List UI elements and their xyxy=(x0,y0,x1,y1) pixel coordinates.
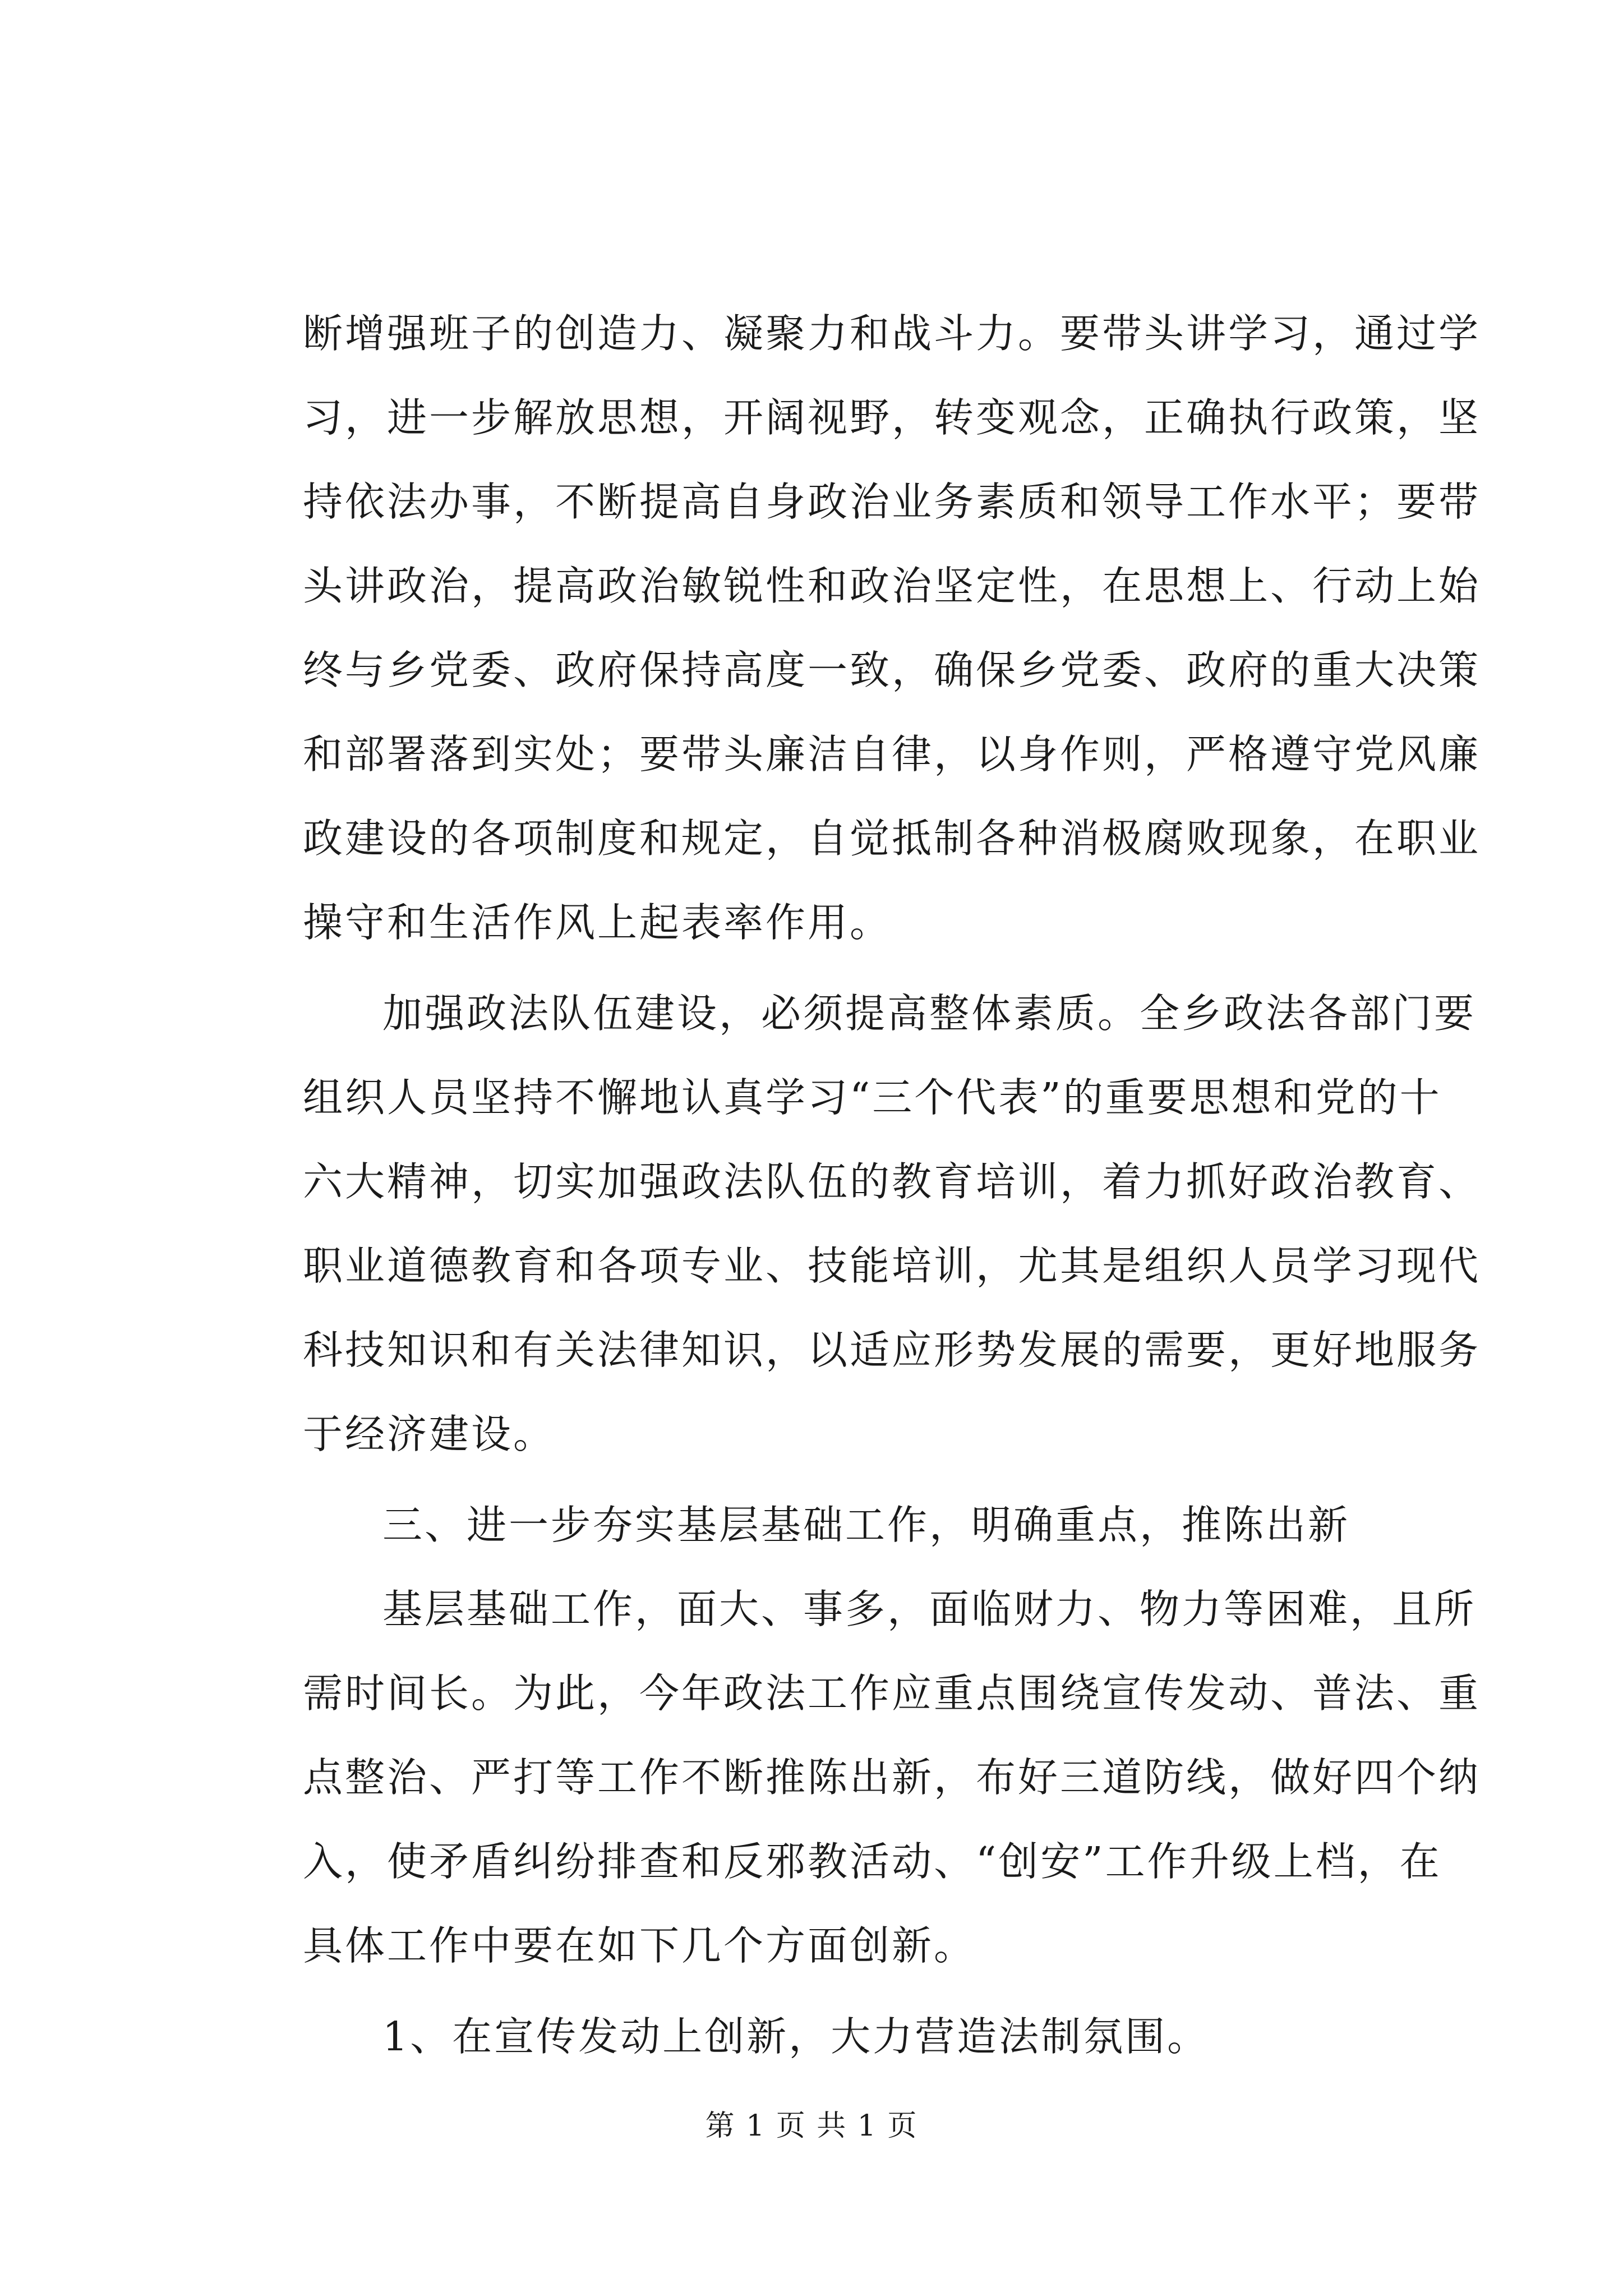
text-line: 操守和生活作风上起表率作用。 xyxy=(303,899,892,946)
page-number-footer: 第 1 页 共 1 页 xyxy=(705,2109,918,2143)
paragraph-start-line: 加强政法队伍建设，必须提高整体素质。全乡政法各部门要 xyxy=(382,990,1477,1037)
text-line: 政建设的各项制度和规定，自觉抵制各种消极腐败现象，在职业 xyxy=(303,815,1481,862)
text-line: 于经济建设。 xyxy=(303,1411,556,1457)
subsection-heading: 1、在宣传发动上创新，大力营造法制氛围。 xyxy=(382,2013,1210,2060)
paragraph-start-line: 基层基础工作，面大、事多，面临财力、物力等困难，且所 xyxy=(382,1586,1477,1632)
text-line: 六大精神，切实加强政法队伍的教育培训，着力抓好政治教育、 xyxy=(303,1158,1481,1205)
document-body xyxy=(303,292,1481,2079)
text-line: 需时间长。为此，今年政法工作应重点围绕宣传发动、普法、重 xyxy=(303,1670,1481,1717)
text-line: 头讲政治，提高政治敏锐性和政治坚定性，在思想上、行动上始 xyxy=(303,563,1481,609)
text-line: 和部署落到实处；要带头廉洁自律，以身作则，严格遵守党风廉 xyxy=(303,731,1481,777)
text-line: 终与乡党委、政府保持高度一致，确保乡党委、政府的重大决策 xyxy=(303,647,1481,693)
text-line: 科技知识和有关法律知识，以适应形势发展的需要，更好地服务 xyxy=(303,1327,1481,1373)
text-line: 入，使矛盾纠纷排查和反邪教活动、“创安”工作升级上档，在 xyxy=(303,1838,1442,1885)
text-line: 职业道德教育和各项专业、技能培训，尤其是组织人员学习现代 xyxy=(303,1243,1481,1289)
text-line: 组织人员坚持不懈地认真学习“三个代表”的重要思想和党的十 xyxy=(303,1074,1442,1121)
text-line: 点整治、严打等工作不断推陈出新，布好三道防线，做好四个纳 xyxy=(303,1754,1481,1801)
text-line: 具体工作中要在如下几个方面创新。 xyxy=(303,1922,976,1969)
text-line: 持依法办事，不断提高自身政治业务素质和领导工作水平；要带 xyxy=(303,478,1481,525)
text-line: 习，进一步解放思想，开阔视野，转变观念，正确执行政策，坚 xyxy=(303,394,1481,441)
text-line: 断增强班子的创造力、凝聚力和战斗力。要带头讲学习，通过学 xyxy=(303,310,1481,357)
section-heading: 三、进一步夯实基层基础工作，明确重点，推陈出新 xyxy=(382,1502,1350,1548)
